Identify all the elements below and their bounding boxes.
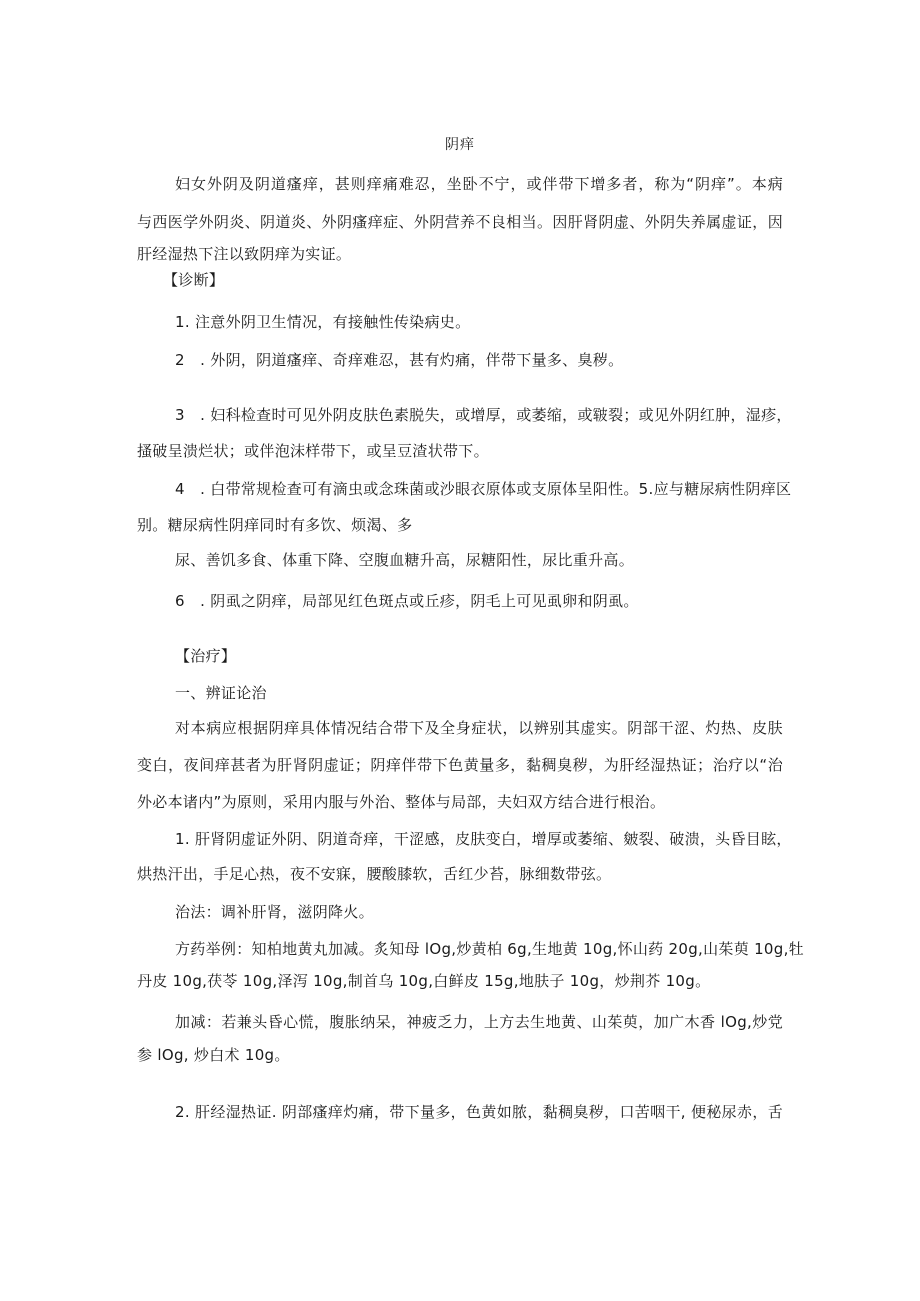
diagnosis-item-5: 尿、善饥多食、体重下降、空腹血糖升高，尿糖阳性，尿比重升高。 [175, 551, 635, 569]
diagnosis-heading: 【诊断】 [163, 271, 225, 289]
pattern1-prescription-line-2: 丹皮 10g,茯苓 10g,泽泻 10g,制首乌 10g,白鲜皮 15g,地肤子 10g，炒荆芥 10g。 [137, 972, 711, 990]
diagnosis-item-3-line-1: 3 . 妇科检查时可见外阴皮肤色素脱失，或增厚，或萎缩，或皲裂；或见外阴红肿，湿疹， [175, 406, 792, 424]
pattern1-method: 治法：调补肝肾，滋阴降火。 [175, 903, 374, 921]
treatment-intro-line-1: 对本病应根据阴痒具体情况结合带下及全身症状，以辨别其虚实。阴部干涩、灼热、皮肤 [175, 719, 783, 737]
page-title: 阴痒 [445, 137, 475, 153]
diagnosis-item-3-line-2: 搔破呈溃烂状；或伴泡沫样带下，或呈豆渣状带下。 [137, 442, 489, 460]
pattern1-desc-line-1: 1. 肝肾阴虚证外阴、阴道奇痒，干涩感，皮肤变白，增厚或萎缩、皴裂、破溃，头昏目眩， [175, 830, 792, 848]
intro-line-2: 与西医学外阴炎、阴道炎、外阴瘙痒症、外阴营养不良相当。因肝肾阴虚、外阴失养属虚证，因 [137, 213, 783, 231]
intro-line-3: 肝经湿热下注以致阴痒为实证。 [137, 245, 352, 263]
pattern1-modification-line-2: 参 lOg, 炒白术 10g。 [137, 1046, 290, 1064]
treatment-heading: 【治疗】 [175, 647, 237, 665]
pattern1-modification-line-1: 加减：若兼头昏心慌，腹胀纳呆，神疲乏力，上方去生地黄、山茱萸，加广木香 lOg,炒党 [175, 1013, 783, 1031]
treatment-intro-line-2: 变白，夜间痒甚者为肝肾阴虚证；阴痒伴带下色黄量多，黏稠臭秽，为肝经湿热证；治疗以“治 [137, 756, 783, 774]
diagnosis-item-2: 2 . 外阴，阴道瘙痒、奇痒难忍，甚有灼痛，伴带下量多、臭秽。 [175, 351, 624, 369]
treatment-intro-line-3: 外必本诸内”为原则，采用内服与外治、整体与局部，夫妇双方结合进行根治。 [137, 793, 666, 811]
treatment-subheading: 一、辨证论治 [175, 684, 267, 702]
diagnosis-item-6: 6 . 阴虱之阴痒，局部见红色斑点或丘疹，阴毛上可见虱卵和阴虱。 [175, 592, 639, 610]
diagnosis-item-4-line-2: 别。糖尿病性阴痒同时有多饮、烦渴、多 [137, 516, 413, 534]
pattern2-desc-line-1: 2. 肝经湿热证. 阴部瘙痒灼痛，带下量多，色黄如脓，黏稠臭秽，口苦咽干, 便秘尿赤，舌 [175, 1103, 783, 1121]
intro-line-1: 妇女外阴及阴道瘙痒，甚则痒痛难忍，坐卧不宁，或伴带下增多者，称为“阴痒”。本病 [175, 175, 783, 193]
pattern1-desc-line-2: 烘热汗出，手足心热，夜不安寐，腰酸膝软，舌红少苔，脉细数带弦。 [137, 865, 612, 883]
diagnosis-item-4-line-1: 4 . 白带常规检查可有滴虫或念珠菌或沙眼衣原体或支原体呈阳性。5.应与糖尿病性阴痒区 [175, 480, 792, 498]
pattern1-prescription-line-1: 方药举例：知柏地黄丸加减。炙知母 lOg,炒黄柏 6g,生地黄 10g,怀山药 20g,山茱萸 10g,牡 [175, 940, 804, 958]
diagnosis-item-1: 1. 注意外阴卫生情况，有接触性传染病史。 [175, 313, 471, 331]
